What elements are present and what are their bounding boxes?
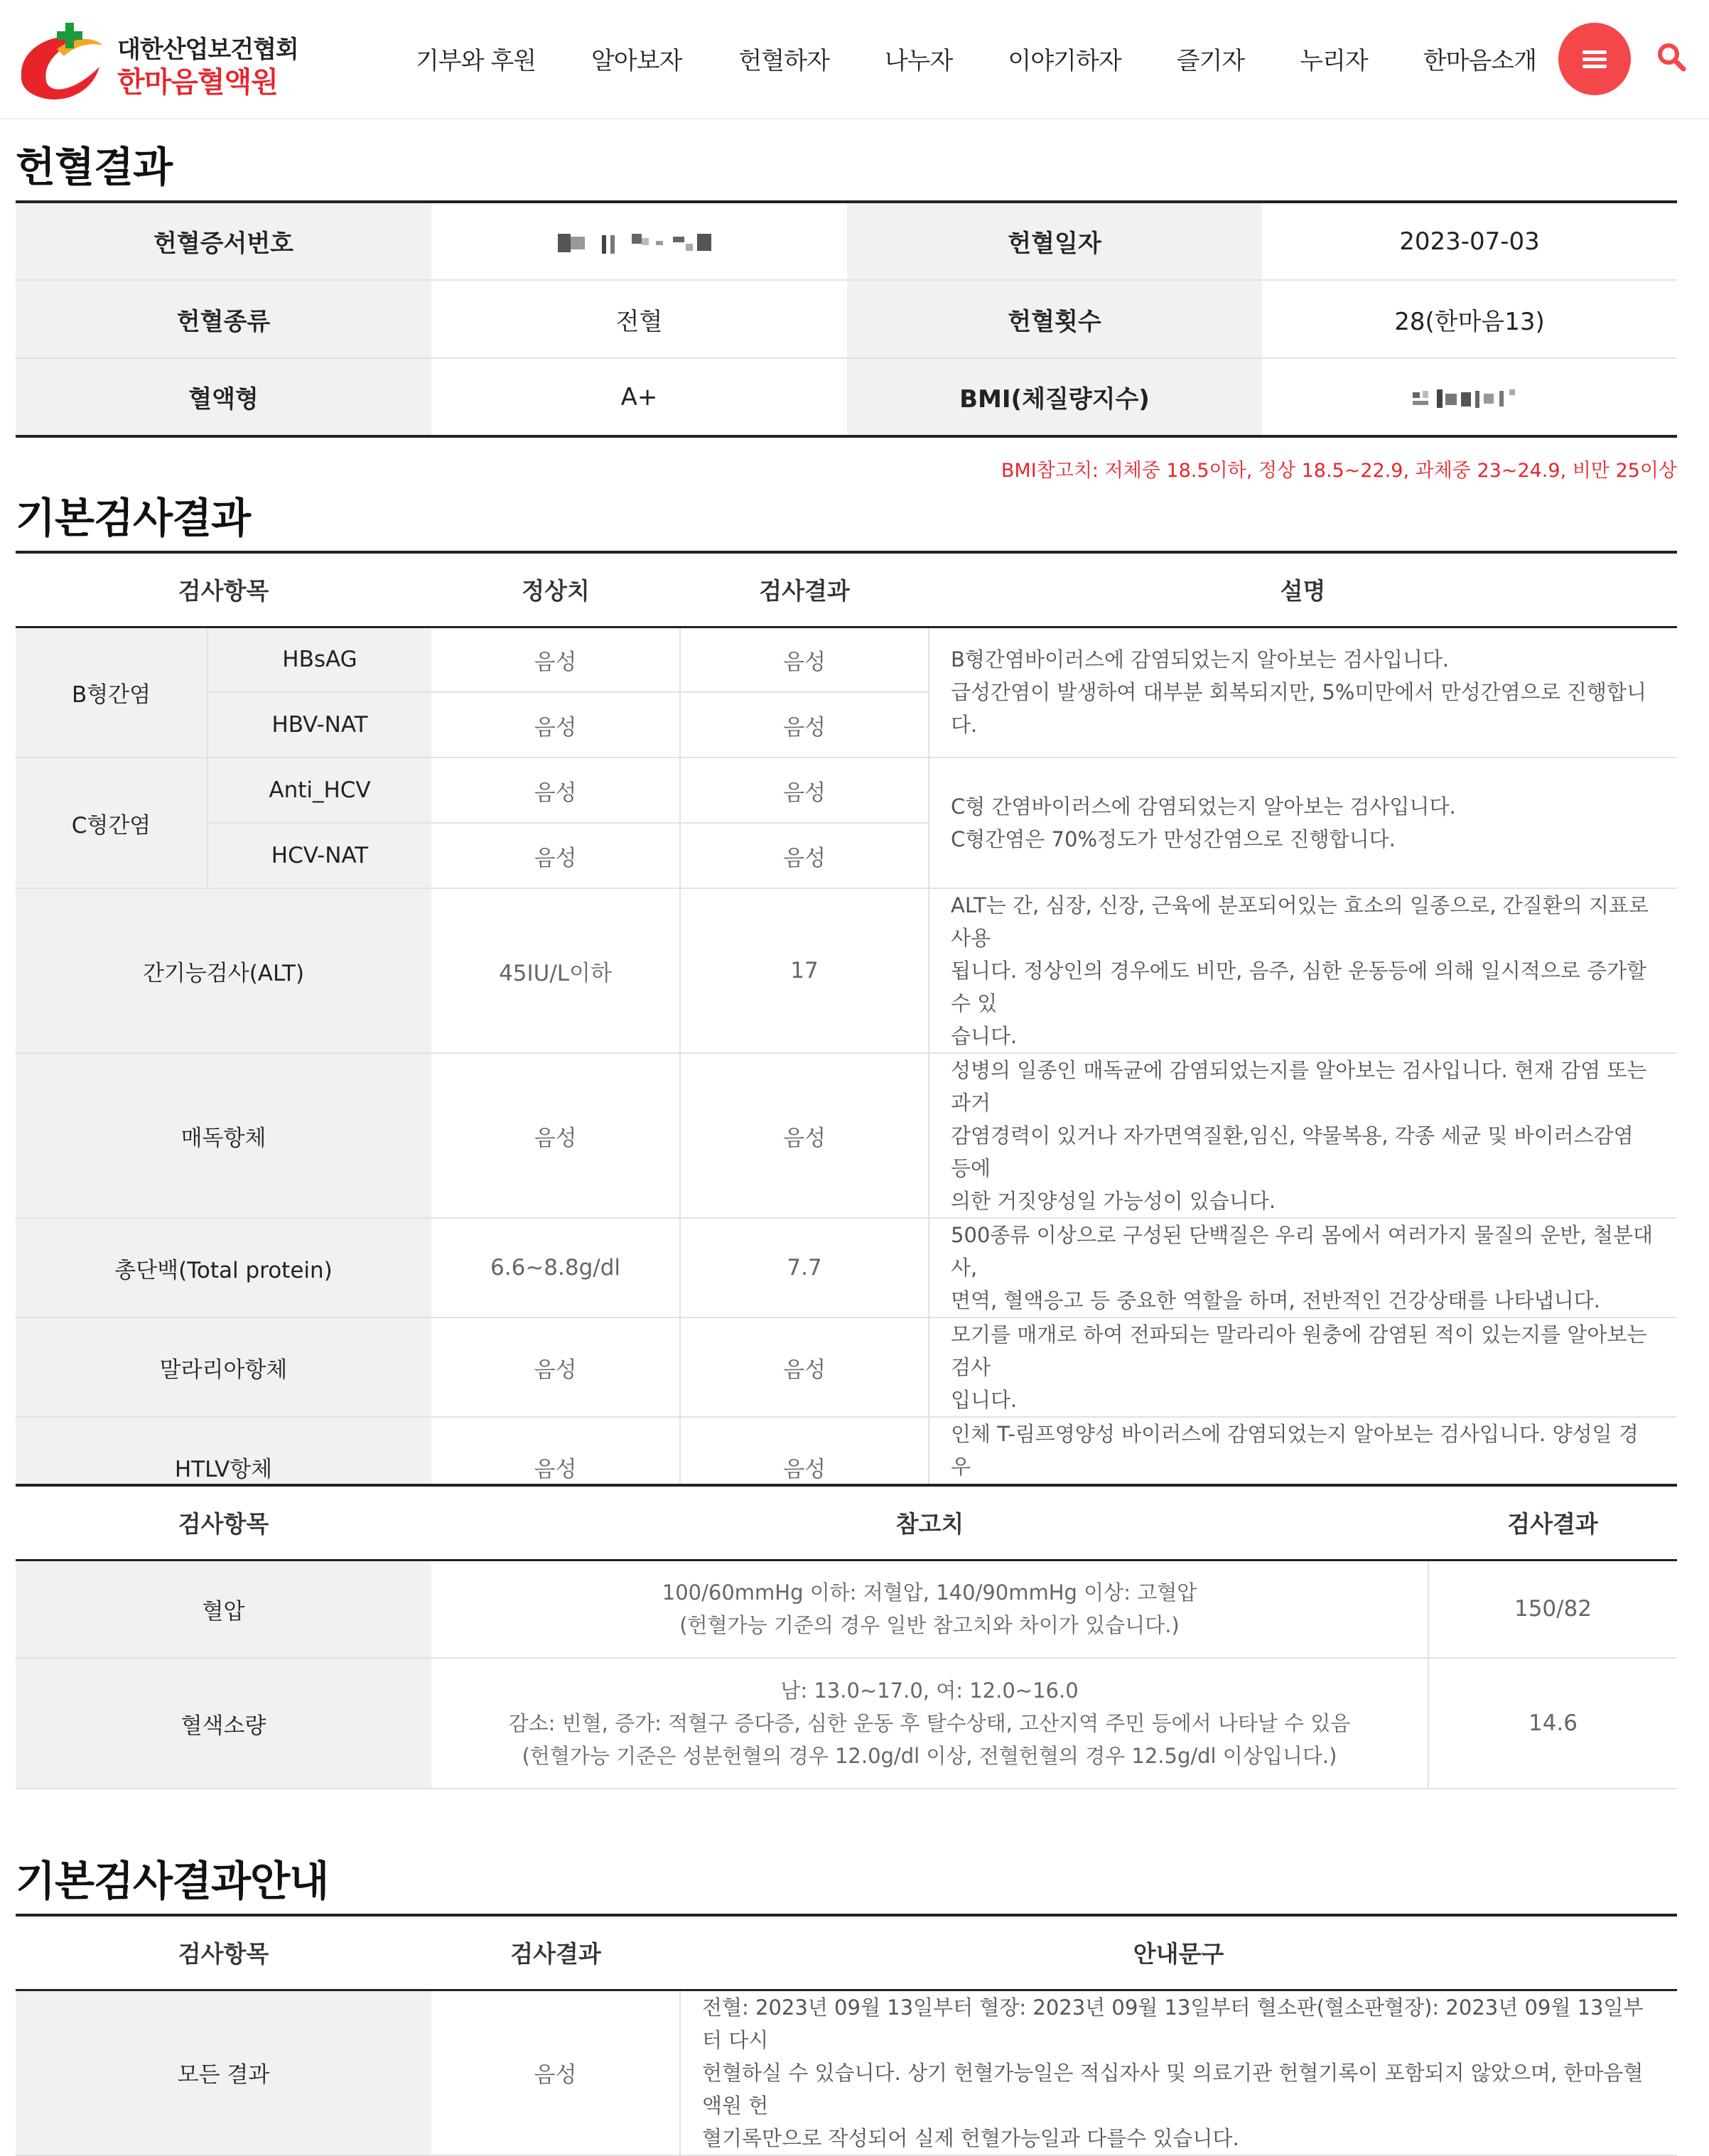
- syphilis-name: 매독항체: [16, 1053, 431, 1218]
- bp-reference: [431, 1560, 1428, 1658]
- anti-hcv-name: Anti_HCV: [207, 758, 431, 823]
- htlv-name: HTLV항체: [16, 1417, 431, 1516]
- alt-result: 17: [680, 888, 929, 1053]
- hepc-label: C형간염: [16, 758, 207, 888]
- desc-line: 성병의 일종인 매독균에 감염되었는지를 알아보는 검사입니다. 현재 감염 또는 과거: [951, 1058, 1647, 1115]
- ref-line: (헌혈가능 기준의 경우 일반 참고치와 차이가 있습니다.): [679, 1613, 1180, 1638]
- redacted-bmi: [1413, 385, 1526, 411]
- anti-hcv-result: 음성: [680, 758, 929, 823]
- bmi-value: [1262, 358, 1677, 436]
- protein-name: 총단백(Total protein): [16, 1218, 431, 1317]
- desc-line: 습니다.: [951, 1024, 1018, 1048]
- hbsag-result: 음성: [680, 627, 929, 692]
- col-header-item: 검사항목: [16, 1915, 431, 1990]
- search-button[interactable]: [1656, 41, 1691, 77]
- bp-name: 혈압: [16, 1560, 431, 1658]
- protein-result: 7.7: [680, 1218, 929, 1317]
- syphilis-description: [929, 1053, 1677, 1218]
- logo-icon: [14, 17, 107, 102]
- guide-text: [680, 1990, 1677, 2155]
- malaria-result: 음성: [680, 1317, 929, 1417]
- guide-title: 기본검사결과안내: [16, 1857, 329, 1905]
- col-header-item: 검사항목: [16, 1485, 431, 1560]
- hb-result: 14.6: [1428, 1658, 1677, 1789]
- cert-no-label: 헌혈증서번호: [16, 202, 431, 280]
- hcv-nat-result: 음성: [680, 823, 929, 888]
- blood-type-label: 혈액형: [16, 358, 431, 436]
- nav-item-benefit[interactable]: 누리자: [1300, 46, 1368, 75]
- hbv-nat-normal: 음성: [431, 692, 680, 758]
- col-header-reference: 참고치: [431, 1485, 1428, 1560]
- nav-item-donation[interactable]: 기부와 후원: [416, 46, 537, 75]
- table-row: [16, 358, 1677, 436]
- table-header-row: [16, 1915, 1677, 1990]
- logo-center-name: 한마음혈액원: [117, 66, 278, 99]
- malaria-normal: 음성: [431, 1317, 680, 1417]
- hbv-nat-name: HBV-NAT: [207, 692, 431, 758]
- donation-date-value: 2023-07-03: [1262, 202, 1677, 280]
- table-row: [16, 888, 1677, 1053]
- ref-line: (헌혈가능 기준은 성분헌혈의 경우 12.0g/dl 이상, 전혈헌혈의 경우 12.5g/dl 이상입니다.): [522, 1744, 1337, 1768]
- hb-reference: [431, 1658, 1428, 1789]
- desc-line: 의한 거짓양성일 가능성이 있습니다.: [951, 1189, 1276, 1213]
- desc-line: 급성간염이 발생하여 대부분 회복되지만, 5%미만에서 만성간염으로 진행합니다.: [951, 680, 1646, 738]
- anti-hcv-normal: 음성: [431, 758, 680, 823]
- table-row: [16, 280, 1677, 358]
- nav-item-share[interactable]: 나누자: [884, 46, 953, 75]
- hepb-label: B형간염: [16, 627, 207, 758]
- hcv-nat-normal: 음성: [431, 823, 680, 888]
- alt-name: 간기능검사(ALT): [16, 888, 431, 1053]
- site-header: [0, 0, 1709, 119]
- desc-line: 500종류 이상으로 구성된 단백질은 우리 몸에서 여러가지 물질의 운반, 철분대사,: [951, 1223, 1653, 1280]
- desc-line: 감염경력이 있거나 자가면역질환,임신, 약물복용, 각종 세균 및 바이러스감염 등에: [951, 1123, 1634, 1180]
- hb-name: 혈색소량: [16, 1658, 431, 1789]
- basic-test-title: 기본검사결과: [16, 494, 251, 542]
- desc-line: 됩니다. 정상인의 경우에도 비만, 음주, 심한 운동등에 의해 일시적으로 증가할 수 있: [951, 959, 1647, 1015]
- alt-description: [929, 888, 1677, 1053]
- malaria-description: [929, 1317, 1677, 1417]
- menu-button[interactable]: [1558, 23, 1631, 95]
- ref-line: 남: 13.0~17.0, 여: 12.0~16.0: [780, 1678, 1079, 1703]
- hbv-nat-result: 음성: [680, 692, 929, 758]
- protein-normal: 6.6~8.8g/dl: [431, 1218, 680, 1317]
- page-title: 헌혈결과: [16, 143, 173, 191]
- nav-item-donate-blood[interactable]: 헌혈하자: [738, 46, 829, 75]
- logo-org-name: 대한산업보건협회: [117, 36, 298, 64]
- nav-item-enjoy[interactable]: 즐기자: [1176, 46, 1245, 75]
- guide-result: 음성: [431, 1990, 680, 2155]
- desc-line: 면역, 혈액응고 등 중요한 역할을 하며, 전반적인 건강상태를 나타냅니다.: [951, 1288, 1600, 1313]
- col-header-description: 설명: [929, 552, 1677, 627]
- table-row: [16, 1658, 1677, 1789]
- table-row: [16, 202, 1677, 280]
- blood-type-value: A+: [431, 358, 847, 436]
- desc-line: 모기를 매개로 하여 전파되는 말라리아 원충에 감염된 적이 있는지를 알아보는 검사: [951, 1322, 1647, 1379]
- nav-item-about[interactable]: 한마음소개: [1423, 46, 1536, 75]
- malaria-name: 말라리아항체: [16, 1317, 431, 1417]
- desc-line: B형간염바이러스에 감염되었는지 알아보는 검사입니다.: [951, 647, 1450, 672]
- search-icon: [1656, 41, 1687, 72]
- nav-item-talk[interactable]: 이야기하자: [1008, 46, 1121, 75]
- protein-description: [929, 1218, 1677, 1317]
- donation-type-value: 전혈: [431, 280, 847, 358]
- guide-line: 혈기록만으로 작성되어 실제 헌혈가능일과 다를수 있습니다.: [702, 2125, 1239, 2150]
- ref-line: 감소: 빈혈, 증가: 적혈구 증다증, 심한 운동 후 탈수상태, 고산지역 주민 등에서 나타날 수 있음: [508, 1711, 1351, 1735]
- site-logo[interactable]: [14, 17, 298, 102]
- col-header-result: 검사결과: [1428, 1485, 1677, 1560]
- ref-line: 100/60mmHg 이하: 저혈압, 140/90mmHg 이상: 고혈압: [662, 1580, 1197, 1605]
- hbsag-normal: 음성: [431, 627, 680, 692]
- donation-result-table: [16, 200, 1677, 438]
- donation-date-label: 헌혈일자: [847, 202, 1262, 280]
- donation-type-label: 헌혈종류: [16, 280, 431, 358]
- table-row: [16, 1560, 1677, 1658]
- col-header-result: 검사결과: [680, 552, 929, 627]
- hamburger-icon: [1583, 49, 1607, 69]
- syphilis-normal: 음성: [431, 1053, 680, 1218]
- table-row: [16, 1218, 1677, 1317]
- guide-line: 헌혈하실 수 있습니다. 상기 헌혈가능일은 적십자사 및 의료기관 헌혈기록이 포함되지 않았으며, 한마음혈액원 헌: [702, 2060, 1644, 2118]
- col-header-normal: 정상치: [431, 552, 680, 627]
- table-row: [16, 627, 1677, 692]
- main-nav: [416, 37, 1580, 80]
- desc-line: 인체 T-림프영양성 바이러스에 감염되었는지 알아보는 검사입니다. 양성일 경우: [951, 1422, 1639, 1479]
- col-header-guide-text: 안내문구: [680, 1915, 1677, 1990]
- guide-table: [16, 1914, 1677, 2156]
- hepb-description: [929, 627, 1677, 758]
- htlv-normal: 음성: [431, 1417, 680, 1516]
- hepc-description: [929, 758, 1677, 888]
- desc-line: ALT는 간, 심장, 신장, 근육에 분포되어있는 효소의 일종으로, 간질환의 지표로 사용: [951, 893, 1649, 950]
- guide-item-name: 모든 결과: [16, 1990, 431, 2155]
- bp-result: 150/82: [1428, 1560, 1677, 1658]
- hcv-nat-name: HCV-NAT: [207, 823, 431, 888]
- table-row: [16, 1990, 1677, 2155]
- desc-line: C형 간염바이러스에 감염되었는지 알아보는 검사입니다.: [951, 794, 1456, 819]
- bmi-label: BMI(체질량지수): [847, 358, 1262, 436]
- col-header-item: 검사항목: [16, 552, 431, 627]
- bmi-reference-note: BMI참고치: 저체중 18.5이하, 정상 18.5~22.9, 과체중 23~24.9, 비만 25이상: [1001, 460, 1677, 482]
- syphilis-result: 음성: [680, 1053, 929, 1218]
- basic-test-table: [16, 551, 1677, 1517]
- table-row: [16, 1317, 1677, 1417]
- col-header-result: 검사결과: [431, 1915, 680, 1990]
- guide-line: 전혈: 2023년 09월 13일부터 혈장: 2023년 09월 13일부터 혈소판(혈소판혈장): 2023년 09월 13일부터 다시: [702, 1995, 1644, 2052]
- htlv-result: 음성: [680, 1417, 929, 1516]
- desc-line: 입니다.: [951, 1388, 1018, 1412]
- vital-signs-table: [16, 1484, 1677, 1789]
- table-row: [16, 1053, 1677, 1218]
- donation-count-label: 헌혈횟수: [847, 280, 1262, 358]
- donation-count-value: 28(한마음13): [1262, 280, 1677, 358]
- table-header-row: [16, 1485, 1677, 1560]
- desc-line: C형간염은 70%정도가 만성간염으로 진행합니다.: [951, 827, 1396, 851]
- redacted-cert-no: [558, 230, 721, 255]
- cert-no-value: [431, 202, 847, 280]
- hbsag-name: HBsAG: [207, 627, 431, 692]
- table-row: [16, 758, 1677, 823]
- table-header-row: [16, 552, 1677, 627]
- alt-normal: 45IU/L이하: [431, 888, 680, 1053]
- nav-item-learn[interactable]: 알아보자: [591, 46, 682, 75]
